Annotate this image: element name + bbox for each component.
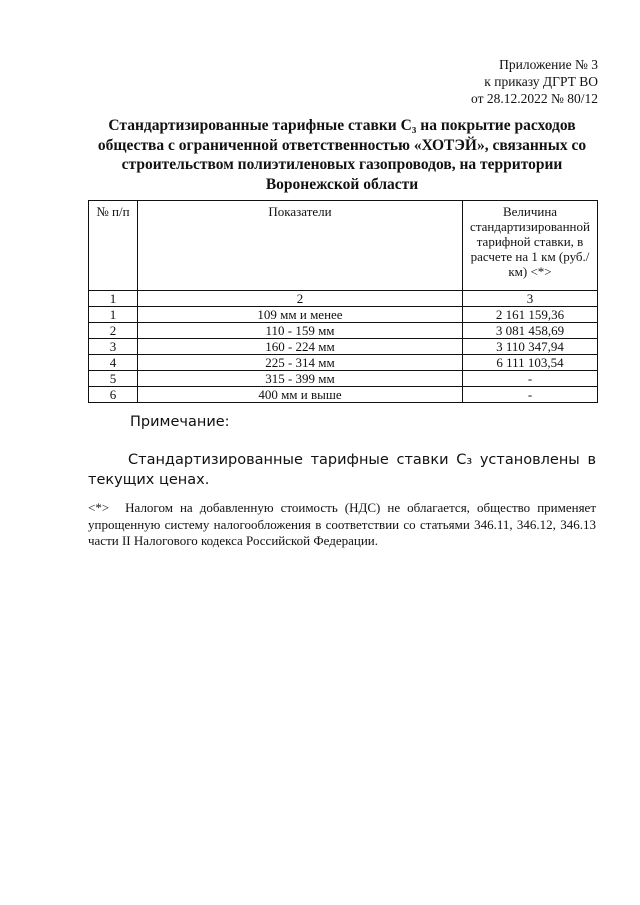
appendix-order: к приказу ДГРТ ВО xyxy=(484,74,598,89)
header-value: Величина стандартизированной тарифной ставки, в расчете на 1 км (руб./км) <*> xyxy=(463,201,598,291)
row-number: 5 xyxy=(89,371,138,387)
table-row xyxy=(89,339,598,355)
row-value: 6 111 103,54 xyxy=(463,355,598,371)
row-number: 4 xyxy=(89,355,138,371)
table-row xyxy=(89,387,598,403)
table-row xyxy=(89,323,598,339)
appendix-reference xyxy=(471,56,598,107)
footnote-mark: <*> xyxy=(88,500,110,515)
row-indicator: 400 мм и выше xyxy=(138,387,463,403)
title-line-3: строительством полиэтиленовых газопроводов, на территории xyxy=(121,156,563,173)
table-index-row xyxy=(89,291,598,307)
title-line-4: Воронежской области xyxy=(265,175,419,193)
document-title xyxy=(92,116,592,194)
table-row xyxy=(89,307,598,323)
title-line-1: Стандартизированные тарифные ставки С₃ на покрытие расходов xyxy=(108,117,576,134)
row-indicator: 109 мм и менее xyxy=(138,307,463,323)
note-text: Стандартизированные тарифные ставки С₃ установлены в текущих ценах. xyxy=(88,452,596,488)
footnote xyxy=(88,500,596,550)
tariff-table xyxy=(88,200,598,403)
row-indicator: 225 - 314 мм xyxy=(138,355,463,371)
header-number: № п/п xyxy=(89,201,138,291)
row-value: - xyxy=(463,371,598,387)
index-cell: 1 xyxy=(89,291,138,307)
footnote-text: Налогом на добавленную стоимость (НДС) не облагается, общество применяет упрощенную систему налогообложения в соответствии со статьями 346.11, 346.12, 346.13 части II Налогового кодекса Российской Федерации. xyxy=(88,500,596,548)
row-value: 2 161 159,36 xyxy=(463,307,598,323)
row-indicator: 160 - 224 мм xyxy=(138,339,463,355)
row-indicator: 110 - 159 мм xyxy=(138,323,463,339)
row-number: 6 xyxy=(89,387,138,403)
note-label: Примечание: xyxy=(130,414,230,430)
table-row xyxy=(89,371,598,387)
appendix-number: Приложение № 3 xyxy=(499,57,598,72)
row-value: - xyxy=(463,387,598,403)
row-value: 3 081 458,69 xyxy=(463,323,598,339)
header-indicators: Показатели xyxy=(138,201,463,291)
index-cell: 3 xyxy=(463,291,598,307)
title-line-2: общества с ограниченной ответственностью «ХОТЭЙ», связанных со xyxy=(97,136,587,154)
row-number: 3 xyxy=(89,339,138,355)
row-number: 2 xyxy=(89,323,138,339)
table-row xyxy=(89,355,598,371)
table-header-row xyxy=(89,201,598,291)
row-indicator: 315 - 399 мм xyxy=(138,371,463,387)
index-cell: 2 xyxy=(138,291,463,307)
appendix-date: от 28.12.2022 № 80/12 xyxy=(471,91,598,106)
row-number: 1 xyxy=(89,307,138,323)
row-value: 3 110 347,94 xyxy=(463,339,598,355)
